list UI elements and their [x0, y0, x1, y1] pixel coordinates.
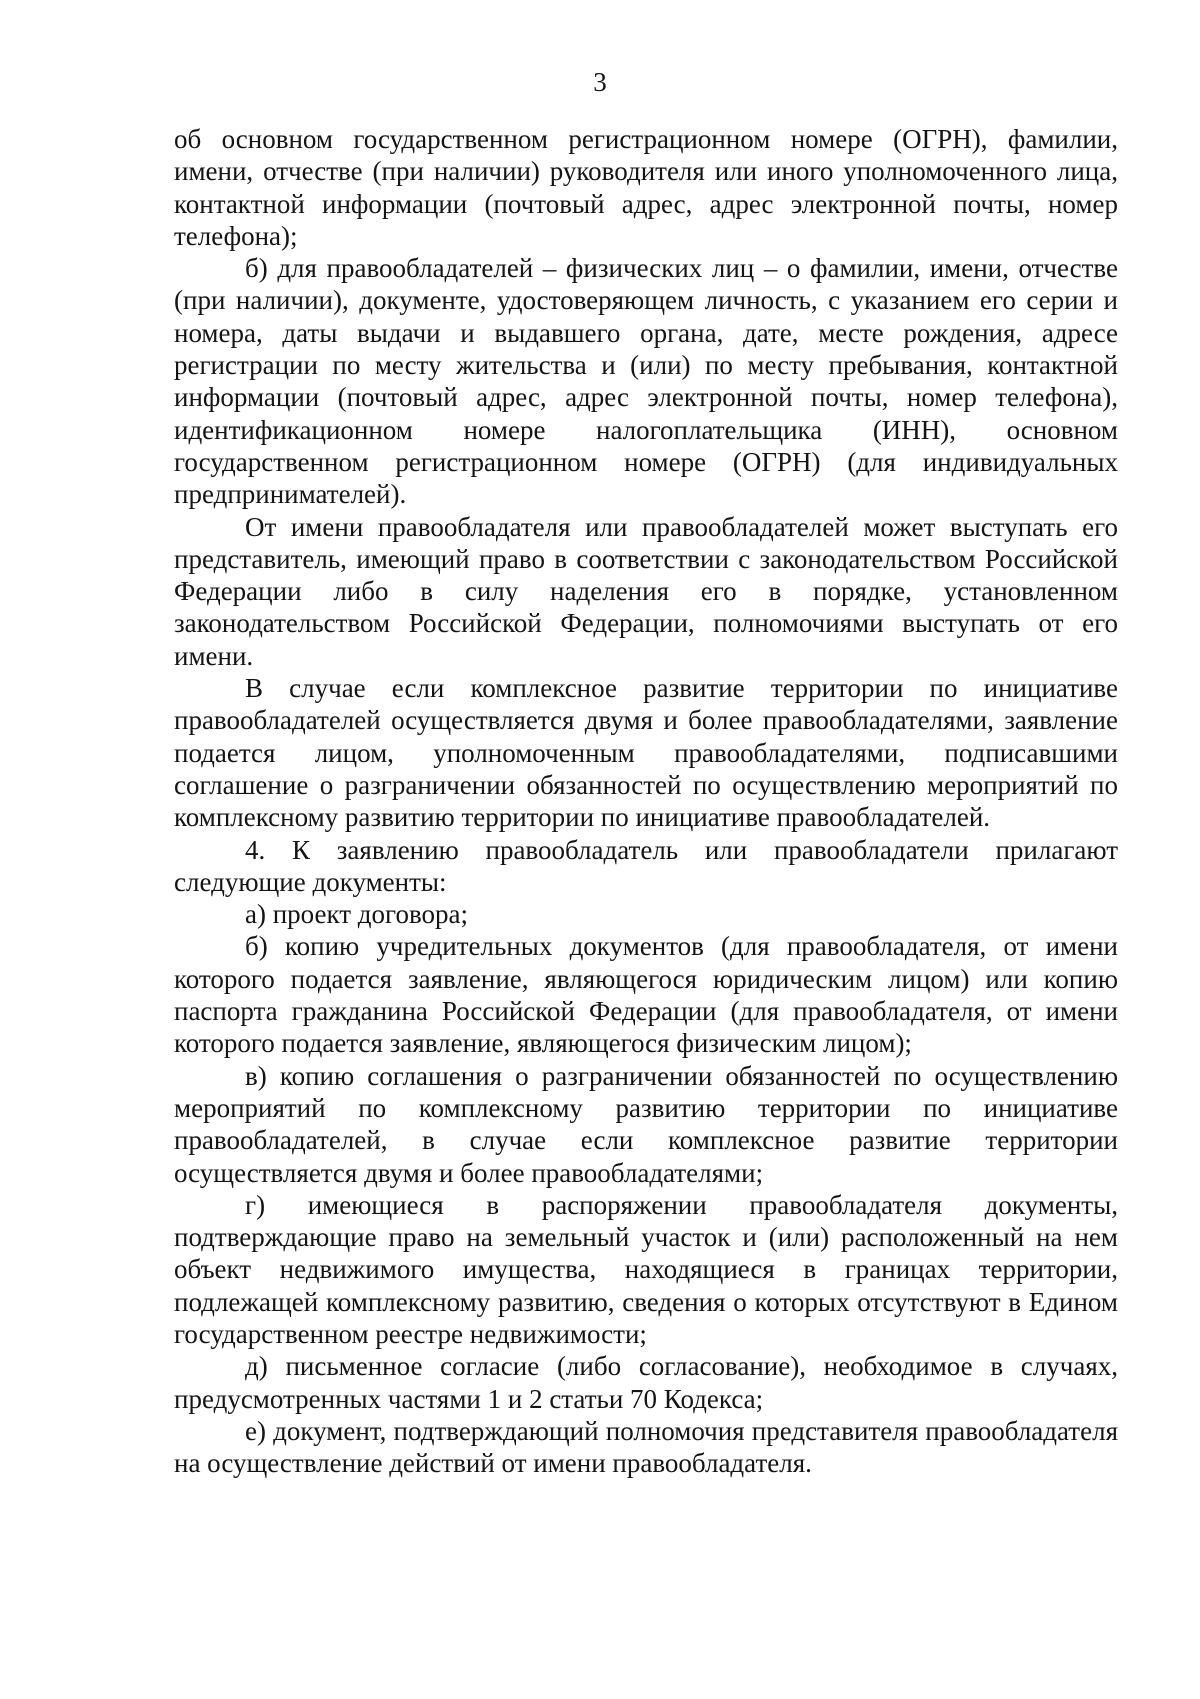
paragraph-b-individuals: б) для правообладателей – физических лиц – о фамилии, имени, отчестве (при наличии), документе, удостоверяющем личность, с указанием его серии и номера, даты выдачи и выдавшего органа, дате, месте рождения, адресе регистрации по месту жительства и (или) по месту пребывания, контактной информации (почтовый адрес, адрес электронной почты, номер телефона), идентификационном номере налогоплательщика (ИНН), основном государственном регистрационном номере (ОГРН) (для индивидуальных предпринимателей). [174, 253, 1118, 510]
list-item-g: г) имеющиеся в распоряжении правообладателя документы, подтверждающие право на земельный участок и (или) расположенный на нем объект недвижимого имущества, находящиеся в границах территории, подлежащей комплексному развитию, сведения о которых отсутствуют в Едином государственном реестре недвижимости; [174, 1189, 1118, 1349]
paragraph-multiple-holders: В случае если комплексное развитие территории по инициативе правообладателей осуществляется двумя и более правообладателями, заявление подается лицом, уполномоченным правообладателями, подписавшими соглашение о разграничении обязанностей по осуществлению мероприятий по комплексному развитию территории по инициативе правообладателей. [174, 673, 1118, 833]
paragraph-section-4: 4. К заявлению правообладатель или правообладатели прилагают следующие документы: [174, 834, 1118, 897]
list-item-b: б) копию учредительных документов (для правообладателя, от имени которого подается заявление, являющегося юридическим лицом) или копию паспорта гражданина Российской Федерации (для правообладателя, от имени которого подается заявление, являющегося физическим лицом); [174, 931, 1118, 1059]
paragraph-representative: От имени правообладателя или правообладателей может выступать его представитель, имеющий право в соответствии с законодательством Российской Федерации либо в силу наделения его в порядке, установленном законодательством Российской Федерации, полномочиями выступать от его имени. [174, 511, 1118, 671]
paragraph-continuation: об основном государственном регистрационном номере (ОГРН), фамилии, имени, отчестве (при наличии) руководителя или иного уполномоченного лица, контактной информации (почтовый адрес, адрес электронной почты, номер телефона); [174, 124, 1118, 251]
list-item-v: в) копию соглашения о разграничении обязанностей по осуществлению мероприятий по комплексному развитию территории по инициативе правообладателей, в случае если комплексное развитие территории осуществляется двумя и более правообладателями; [174, 1060, 1118, 1188]
list-item-a: а) проект договора; [245, 899, 468, 930]
page-number: 3 [593, 67, 607, 97]
list-item-d: д) письменное согласие (либо согласование), необходимое в случаях, предусмотренных частями 1 и 2 статьи 70 Кодекса; [174, 1351, 1118, 1414]
list-item-e: е) документ, подтверждающий полномочия представителя правообладателя на осуществление действий от имени правообладателя. [174, 1415, 1118, 1479]
document-body [174, 123, 1118, 1479]
